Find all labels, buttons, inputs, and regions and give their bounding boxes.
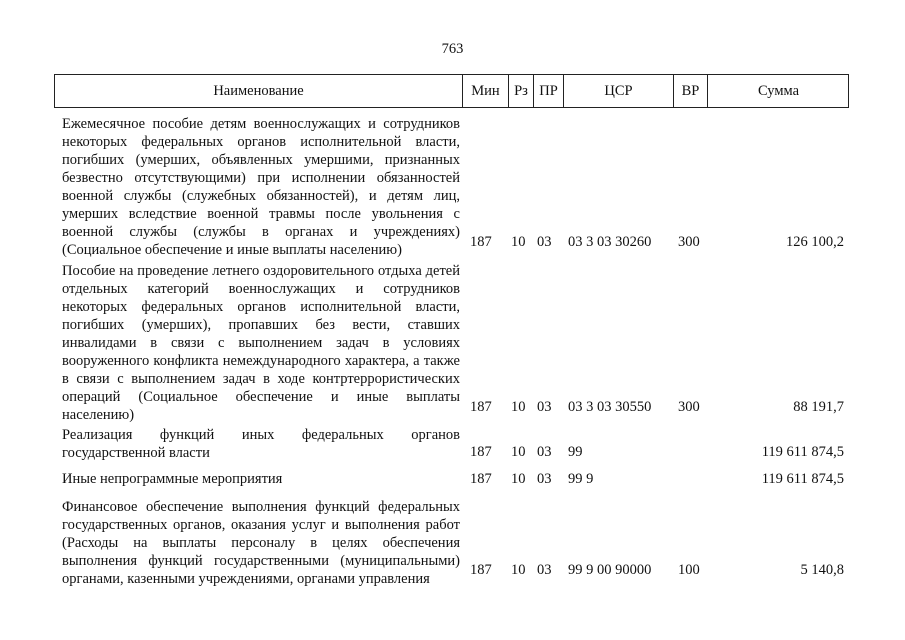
row-vr: 100 xyxy=(678,562,700,578)
row-csr: 99 9 xyxy=(568,471,594,487)
row-rz: 10 xyxy=(511,399,526,415)
row-rz: 10 xyxy=(511,444,526,460)
row-min: 187 xyxy=(470,234,492,250)
row-rz: 10 xyxy=(511,234,526,250)
row-min: 187 xyxy=(470,444,492,460)
row-name: Финансовое обеспечение выполнения функций федеральных государственных органов, оказания услуг и выполнения работ (Расходы на выплаты персоналу в целях обеспечения выполнения функций государственными (муниципальными) органами, казенными учреждениями, органами управления xyxy=(62,499,460,587)
row-name: Иные непрограммные мероприятия xyxy=(62,471,283,487)
header-csr: ЦСР xyxy=(563,75,673,107)
row-sum: 5 140,8 xyxy=(800,562,844,578)
row-name: Ежемесячное пособие детям военнослужащих и сотрудников некоторых федеральных органов исполнительной власти, погибших (умерших, объявленных умершими, признанных безвестно отсутствующими) при исполнении обязанностей военной службы (служебных обязанностей), и детям лиц, умерших вследствие военной травмы после увольнения с военной службы (службы в органах и учреждениях) (Социальное обеспечение и иные выплаты населению) xyxy=(62,116,460,258)
row-sum: 119 611 874,5 xyxy=(761,444,844,460)
row-rz: 10 xyxy=(511,562,526,578)
header-rz: Рз xyxy=(508,75,533,107)
row-csr: 03 3 03 30550 xyxy=(568,399,652,415)
table-header xyxy=(54,74,849,108)
header-vr: ВР xyxy=(673,75,707,107)
header-sum: Сумма xyxy=(707,75,849,107)
row-pr: 03 xyxy=(537,444,552,460)
row-pr: 03 xyxy=(537,399,552,415)
row-rz: 10 xyxy=(511,471,526,487)
row-pr: 03 xyxy=(537,234,552,250)
row-pr: 03 xyxy=(537,471,552,487)
row-name: Реализация функций иных федеральных органов государственной власти xyxy=(62,427,460,461)
row-min: 187 xyxy=(470,471,492,487)
row-min: 187 xyxy=(470,562,492,578)
row-min: 187 xyxy=(470,399,492,415)
row-sum: 119 611 874,5 xyxy=(761,471,844,487)
row-csr: 99 9 00 90000 xyxy=(568,562,652,578)
row-sum: 88 191,7 xyxy=(793,399,844,415)
row-vr: 300 xyxy=(678,399,700,415)
row-pr: 03 xyxy=(537,562,552,578)
header-pr: ПР xyxy=(533,75,563,107)
row-sum: 126 100,2 xyxy=(786,234,844,250)
row-name: Пособие на проведение летнего оздоровительного отдыха детей отдельных категорий военнослужащих и сотрудников некоторых федеральных органов исполнительной власти, погибших (умерших), пропавших без вести, ставших инвалидами в связи с выполнением задач в условиях вооруженного конфликта немеждународного характера, а также в связи с выполнением задач в ходе контртеррористических операций (Социальное обеспечение и иные выплаты населению) xyxy=(62,263,460,423)
row-vr: 300 xyxy=(678,234,700,250)
row-csr: 03 3 03 30260 xyxy=(568,234,652,250)
row-csr: 99 xyxy=(568,444,583,460)
header-min: Мин xyxy=(462,75,508,107)
header-name: Наименование xyxy=(213,83,304,99)
page-number: 763 xyxy=(441,41,464,57)
